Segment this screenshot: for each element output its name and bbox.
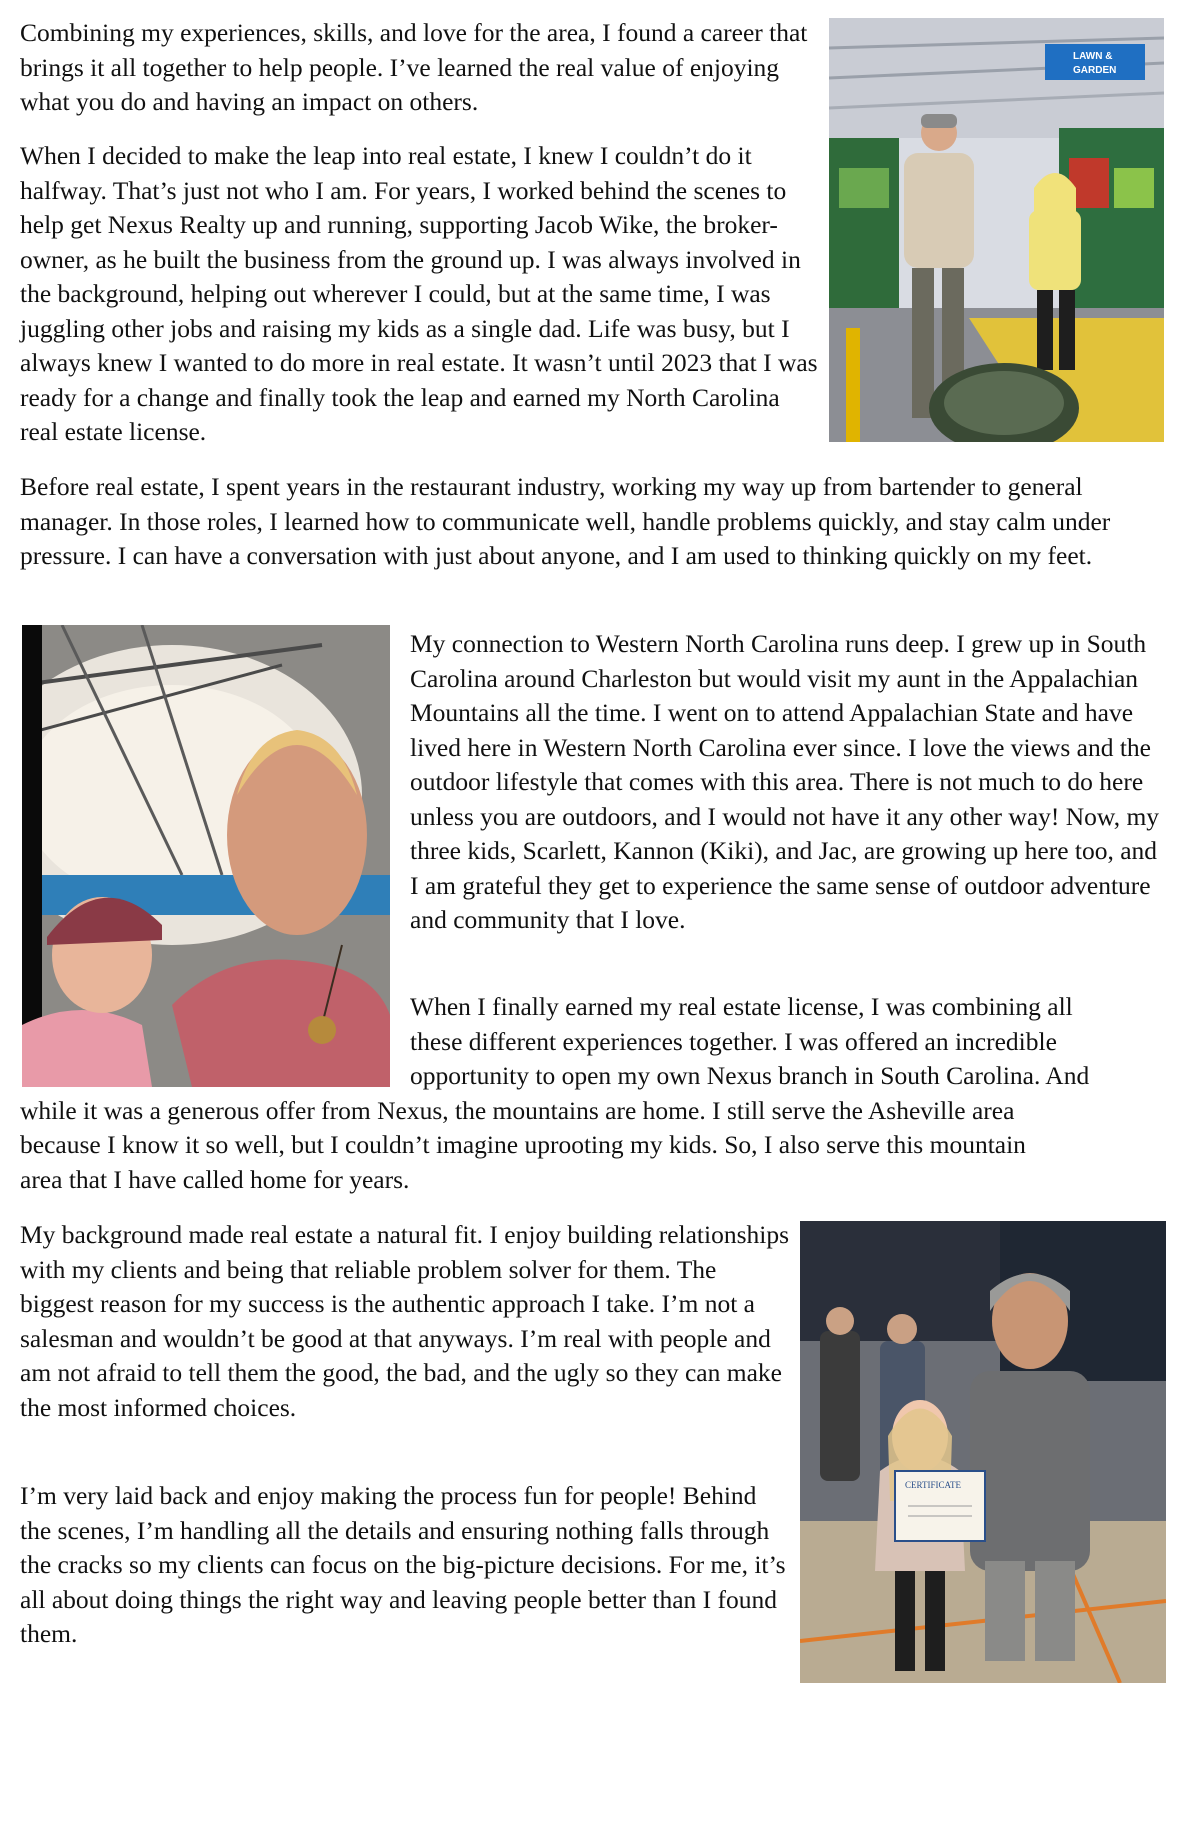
certificate-title: CERTIFICATE: [905, 1480, 961, 1490]
photo-store-with-daughter: [829, 18, 1164, 442]
laid-back-paragraph: [20, 1479, 790, 1652]
paragraph-text: Before real estate, I spent years in the restaurant industry, working my way up from bartender to general manager. In those roles, I learned how to communicate well, handle problems quickly, and stay calm under pressure. I can have a conversation with just about anyone, and I am used to thinking quickly on my feet.: [20, 472, 1111, 570]
stadium-photo-image: [22, 625, 390, 1087]
paragraph-text: I’m very laid back and enjoy making the process fun for people! Behind the scenes, I’m handling all the details and ensuring nothing falls through the cracks so my clients can focus on the big-picture decisions. For me, it’s all about doing things the right way and leaving people better than I found them.: [20, 1481, 786, 1648]
license-line-1: [410, 990, 1168, 1025]
background-fit-paragraph: [20, 1218, 790, 1425]
photo-certificate-event: [800, 1221, 1166, 1683]
license-line-2: [410, 1025, 1168, 1060]
store-photo-image: [829, 18, 1164, 442]
paragraph-line: area that I have called home for years.: [20, 1164, 410, 1194]
paragraph-text: Combining my experiences, skills, and love for the area, I found a career that brings it all together to help people. I’ve learned the real value of enjoying what you do and having an impact on others.: [20, 18, 808, 116]
restaurant-paragraph: [20, 470, 1165, 574]
certificate-photo-image: [800, 1221, 1166, 1683]
intro-paragraph: [20, 16, 820, 120]
paragraph-line: opportunity to open my own Nexus branch in South Carolina. And: [410, 1061, 1090, 1090]
paragraph-line: while it was a generous offer from Nexus, the mountains are home. I still serve the Asheville area: [20, 1095, 1015, 1125]
paragraph-text: My connection to Western North Carolina runs deep. I grew up in South Carolina around Charleston but would visit my aunt in the Appalachian Mountains all the time. I went on to attend Appalachian State and have lived here in Western North Carolina ever since. I love the views and the outdoor lifestyle that comes with this area. There is not much to do here unless you are outdoors, and I would not have it any other way! Now, my three kids, Scarlett, Kannon (Kiki), and Jac, are growing up here too, and I am grateful they get to experience the same sense of outdoor adventure and community that I love.: [410, 629, 1160, 934]
paragraph-text: My background made real estate a natural fit. I enjoy building relationships with my clients and being that reliable problem solver for them. The biggest reason for my success is the authentic approach I take. I’m not a salesman and wouldn’t be good at that anyways. I’m real with people and am not afraid to tell them the good, the bad, and the ugly so they can make the most informed choices.: [20, 1220, 790, 1422]
paragraph-line: When I finally earned my real estate license, I was combining all: [410, 992, 1073, 1021]
paragraph-text: When I decided to make the leap into real estate, I knew I couldn’t do it halfway. That’s just not who I am. For years, I worked behind the scenes to help get Nexus Realty up and running, supporting Jacob Wike, the broker-owner, as he built the business from the ground up. I was always involved in the background, helping out wherever I could, but at the same time, I was juggling other jobs and raising my kids as a single dad. Life was busy, but I always knew I wanted to do more in real estate. It wasn’t until 2023 that I was ready for a change and finally took the leap and earned my North Carolina real estate license.: [20, 141, 818, 446]
western-nc-paragraph: [410, 627, 1168, 938]
license-line-4: [20, 1094, 1170, 1129]
license-line-3: [410, 1059, 1168, 1094]
license-line-6: [20, 1163, 1170, 1198]
paragraph-line: because I know it so well, but I couldn’t imagine uprooting my kids. So, I also serve this mountain: [20, 1130, 1026, 1159]
sign-text-line1: LAWN &: [1073, 51, 1113, 62]
sign-text-line2: GARDEN: [1073, 65, 1117, 76]
photo-stadium-selfie: [22, 625, 390, 1087]
real-estate-leap-paragraph: [20, 139, 820, 450]
paragraph-line: these different experiences together. I was offered an incredible: [410, 1026, 1057, 1056]
license-line-5: [20, 1128, 1170, 1163]
